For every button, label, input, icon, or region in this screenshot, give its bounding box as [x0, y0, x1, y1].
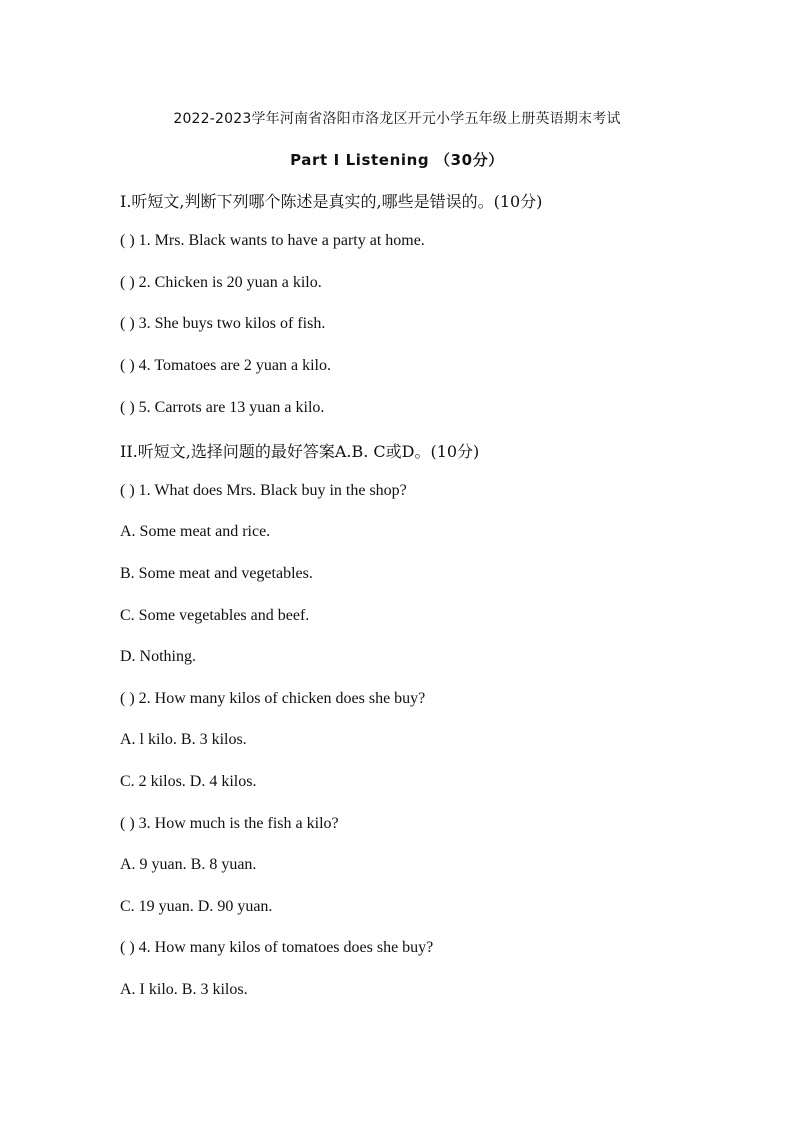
- true-false-item-2: ( ) 2. Chicken is 20 yuan a kilo.: [120, 274, 322, 291]
- section-1-heading: I.听短文,判断下列哪个陈述是真实的,哪些是错误的。(10分): [120, 192, 543, 211]
- question-2-options-ab: A. l kilo. B. 3 kilos.: [120, 731, 247, 748]
- question-1-option-b: B. Some meat and vegetables.: [120, 565, 313, 582]
- question-4: ( ) 4. How many kilos of tomatoes does she buy?: [120, 939, 434, 956]
- question-2-options-cd: C. 2 kilos. D. 4 kilos.: [120, 773, 257, 790]
- document-title: 2022-2023学年河南省洛阳市洛龙区开元小学五年级上册英语期末考试: [173, 111, 621, 127]
- question-3-options-cd: C. 19 yuan. D. 90 yuan.: [120, 898, 273, 915]
- true-false-item-4: ( ) 4. Tomatoes are 2 yuan a kilo.: [120, 357, 331, 374]
- part-title: Part I Listening （30分）: [290, 151, 504, 169]
- question-1: ( ) 1. What does Mrs. Black buy in the shop?: [120, 482, 407, 499]
- question-1-option-a: A. Some meat and rice.: [120, 523, 271, 540]
- true-false-item-5: ( ) 5. Carrots are 13 yuan a kilo.: [120, 399, 325, 416]
- question-4-options-ab: A. I kilo. B. 3 kilos.: [120, 981, 248, 998]
- true-false-item-1: ( ) 1. Mrs. Black wants to have a party at home.: [120, 232, 425, 249]
- question-1-option-d: D. Nothing.: [120, 648, 196, 665]
- question-3: ( ) 3. How much is the fish a kilo?: [120, 815, 339, 832]
- question-1-option-c: C. Some vegetables and beef.: [120, 607, 310, 624]
- section-2-heading: II.听短文,选择问题的最好答案A.B. C或D。(10分): [120, 442, 480, 461]
- true-false-item-3: ( ) 3. She buys two kilos of fish.: [120, 315, 326, 332]
- question-3-options-ab: A. 9 yuan. B. 8 yuan.: [120, 856, 257, 873]
- question-2: ( ) 2. How many kilos of chicken does she buy?: [120, 690, 426, 707]
